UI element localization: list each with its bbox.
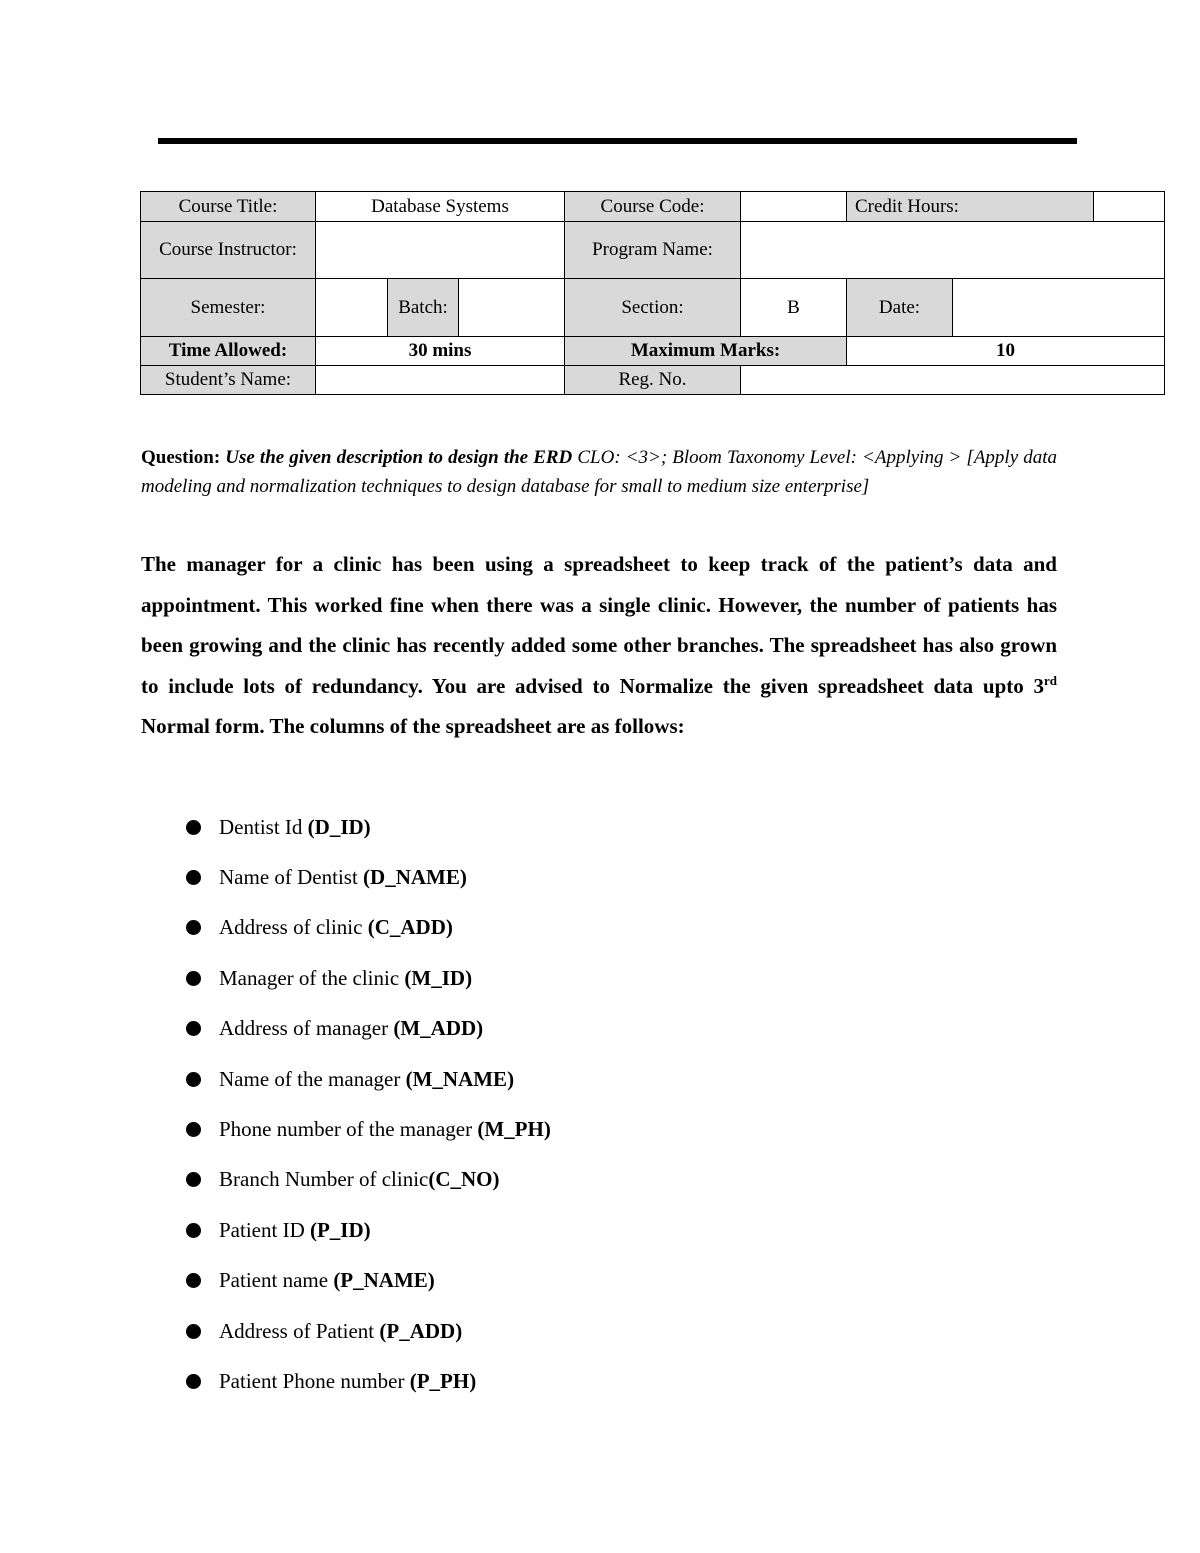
header-table	[140, 191, 1165, 395]
ordinal-superscript: rd	[1044, 672, 1057, 688]
course-instructor-label: Course Instructor:	[141, 222, 316, 279]
bullet-icon	[186, 971, 201, 986]
date-label: Date:	[847, 279, 953, 337]
course-code-value	[741, 192, 847, 222]
list-item	[186, 903, 551, 953]
list-item	[186, 1054, 551, 1104]
column-description: Patient ID	[219, 1217, 310, 1242]
section-value: B	[741, 279, 847, 337]
bullet-icon	[186, 1273, 201, 1288]
description-paragraph	[141, 544, 1057, 747]
column-description: Branch Number of clinic	[219, 1167, 429, 1192]
list-item	[186, 1356, 551, 1406]
column-abbreviation: (C_ADD)	[367, 915, 453, 940]
column-abbreviation: (P_ADD)	[379, 1318, 463, 1343]
bullet-icon	[186, 920, 201, 935]
question-meta: CLO: <3>; Bloom Taxonomy Level: <Applying > [Apply data modeling and normalization techniques to design database for small to medium size enterprise]	[141, 447, 1058, 497]
bullet-icon	[186, 1172, 201, 1187]
student-name-label: Student’s Name:	[141, 366, 316, 395]
bullet-icon	[186, 870, 201, 885]
column-abbreviation: (P_NAME)	[333, 1268, 435, 1293]
column-description: Address of Patient	[219, 1318, 380, 1343]
bullet-icon	[186, 1324, 201, 1339]
course-code-label: Course Code:	[565, 192, 741, 222]
credit-hours-value	[1094, 192, 1165, 222]
paragraph-text-start: The manager for a clinic has been using a spreadsheet to keep track of the patient’s data and appointment. This worked fine when there was a single clinic. However, the number of patients has been growing and the clinic has recently added some other branches. The spreadsheet has also grown to include lots of redundancy. You are advised to Normalize the given spreadsheet data upto 3	[141, 552, 1057, 698]
bullet-icon	[186, 1021, 201, 1036]
column-description: Phone number of the manager	[219, 1117, 478, 1142]
column-description: Dentist Id	[219, 814, 308, 839]
bullet-icon	[186, 1072, 201, 1087]
list-item	[186, 953, 551, 1003]
batch-value	[459, 279, 565, 337]
column-abbreviation: (P_PH)	[409, 1368, 477, 1393]
max-marks-value: 10	[847, 337, 1165, 366]
program-name-value	[741, 222, 1165, 279]
semester-label: Semester:	[141, 279, 316, 337]
time-allowed-label: Time Allowed:	[141, 337, 316, 366]
list-item	[186, 1256, 551, 1306]
column-description: Address of clinic	[219, 915, 368, 940]
course-title-value: Database Systems	[316, 192, 565, 222]
list-item	[186, 1205, 551, 1255]
question-block	[141, 444, 1057, 501]
semester-value	[316, 279, 388, 337]
bullet-icon	[186, 1122, 201, 1137]
date-value	[953, 279, 1165, 337]
column-abbreviation: (M_NAME)	[405, 1066, 515, 1091]
column-description: Manager of the clinic	[219, 965, 405, 990]
column-abbreviation: (D_NAME)	[363, 865, 467, 890]
question-task: Use the given description to design the ERD	[225, 447, 573, 468]
column-description: Address of manager	[219, 1016, 394, 1041]
section-label: Section:	[565, 279, 741, 337]
credit-hours-label: Credit Hours:	[847, 192, 1094, 222]
column-abbreviation: (D_ID)	[307, 814, 371, 839]
program-name-label: Program Name:	[565, 222, 741, 279]
column-abbreviation: (M_ID)	[404, 965, 473, 990]
max-marks-label: Maximum Marks:	[565, 337, 847, 366]
bullet-icon	[186, 820, 201, 835]
list-item	[186, 1306, 551, 1356]
question-label: Question:	[141, 447, 221, 468]
column-list	[186, 802, 551, 1407]
list-item	[186, 1104, 551, 1154]
student-name-value	[316, 366, 565, 395]
column-abbreviation: (M_PH)	[477, 1117, 551, 1142]
bullet-icon	[186, 1374, 201, 1389]
column-description: Patient Phone number	[219, 1368, 410, 1393]
list-item	[186, 1004, 551, 1054]
column-abbreviation: (M_ADD)	[393, 1016, 484, 1041]
column-abbreviation: (P_ID)	[309, 1217, 371, 1242]
paragraph-text-end: Normal form. The columns of the spreadsheet are as follows:	[141, 714, 685, 738]
bullet-icon	[186, 1223, 201, 1238]
column-description: Name of Dentist	[219, 865, 364, 890]
column-abbreviation: (C_NO)	[428, 1167, 500, 1192]
list-item	[186, 1155, 551, 1205]
column-description: Patient name	[219, 1268, 334, 1293]
course-instructor-value	[316, 222, 565, 279]
list-item	[186, 802, 551, 852]
list-item	[186, 852, 551, 902]
time-allowed-value: 30 mins	[316, 337, 565, 366]
column-description: Name of the manager	[219, 1066, 406, 1091]
batch-label: Batch:	[388, 279, 459, 337]
top-rule	[158, 138, 1077, 144]
reg-no-label: Reg. No.	[565, 366, 741, 395]
course-title-label: Course Title:	[141, 192, 316, 222]
reg-no-value	[741, 366, 1165, 395]
